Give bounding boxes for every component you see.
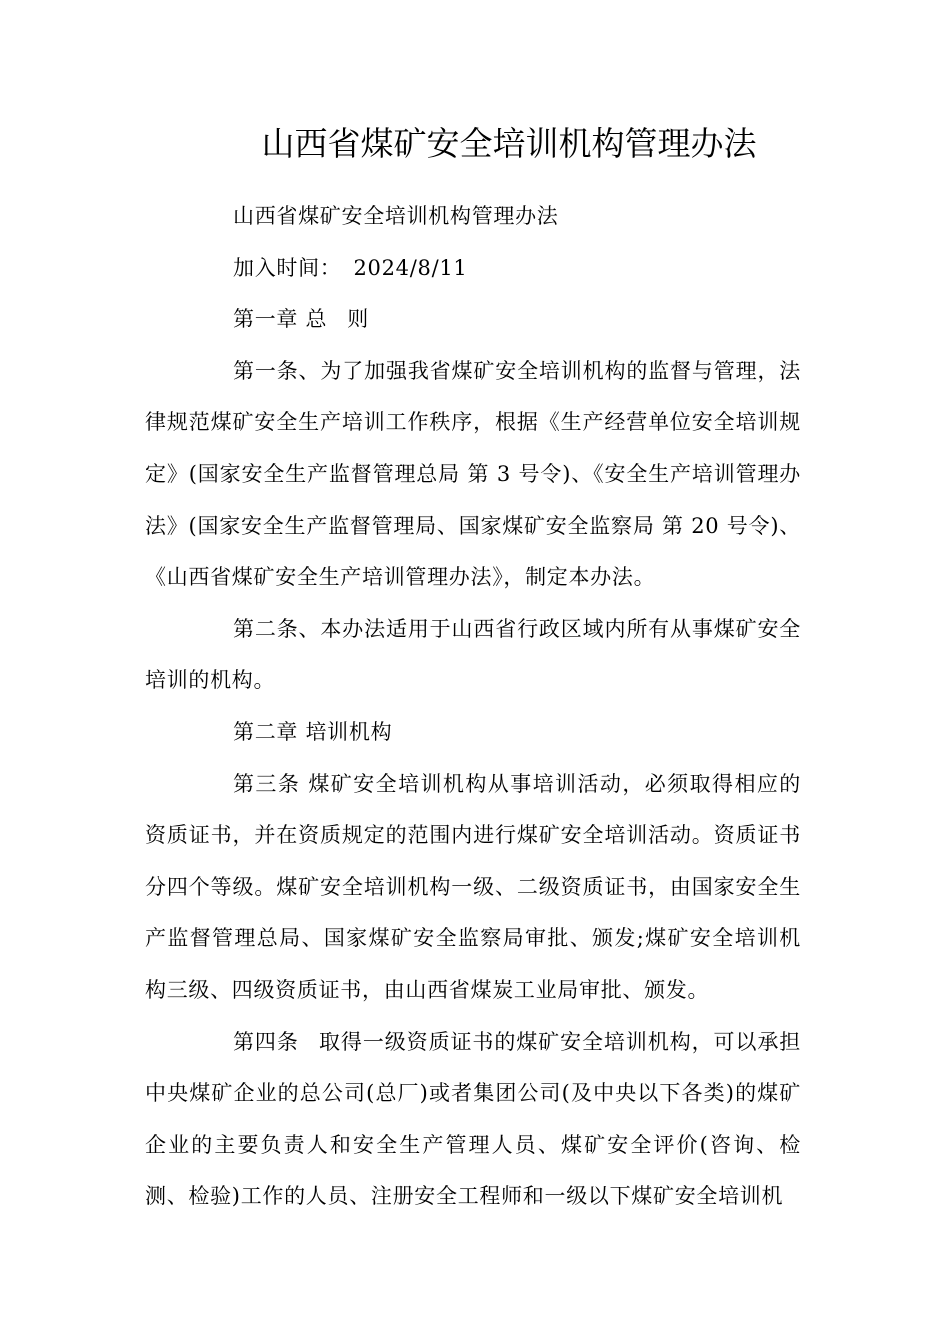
chapter-1-heading xyxy=(145,294,801,346)
article-1: 第一条、为了加强我省煤矿安全培训机构的监督与管理，法律规范煤矿安全生产培训工作秩序，根据《生产经营单位安全培训规定》(国家安全生产监督管理总局 第 3 号令)、《安全生产培训管理办法》(国家安全生产监督管理局、国家煤矿安全监察局 第 20 号令)、《山西省煤矿安全生产培训管理办法》，制定本办法。 xyxy=(145,358,801,590)
article-4-label: 第四条 xyxy=(233,1029,299,1054)
document-subtitle: 山西省煤矿安全培训机构管理办法 xyxy=(233,204,559,228)
added-time-value: 2024/8/11 xyxy=(353,255,468,280)
article-4 xyxy=(145,1017,801,1223)
added-time-line xyxy=(145,243,801,295)
article-3: 第三条 煤矿安全培训机构从事培训活动，必须取得相应的资质证书，并在资质规定的范围内进行煤矿安全培训活动。资质证书分四个等级。煤矿安全培训机构一级、二级资质证书，由国家安全生产监督管理总局、国家煤矿安全监察局审批、颁发;煤矿安全培训机构三级、四级资质证书，由山西省煤炭工业局审批、颁发。 xyxy=(145,771,801,1002)
document-body xyxy=(145,191,801,1223)
added-time-label: 加入时间： xyxy=(233,255,342,280)
article-2: 第二条、本办法适用于山西省行政区域内所有从事煤矿安全培训的机构。 xyxy=(145,616,801,693)
chapter-2-heading: 第二章 培训机构 xyxy=(233,719,393,744)
chapter-1-heading-suffix: 则 xyxy=(347,307,369,332)
document-title: 山西省煤矿安全培训机构管理办法 xyxy=(261,124,757,163)
article-4-text: 取得一级资质证书的煤矿安全培训机构，可以承担中央煤矿企业的总公司(总厂)或者集团公司(及中央以下各类)的煤矿企业的主要负责人和安全生产管理人员、煤矿安全评价(咨询、检测、检验)工作的人员、注册安全工程师和一级以下煤矿安全培训机 xyxy=(145,1029,801,1209)
chapter-1-heading-prefix: 第一章 总 xyxy=(233,307,328,332)
